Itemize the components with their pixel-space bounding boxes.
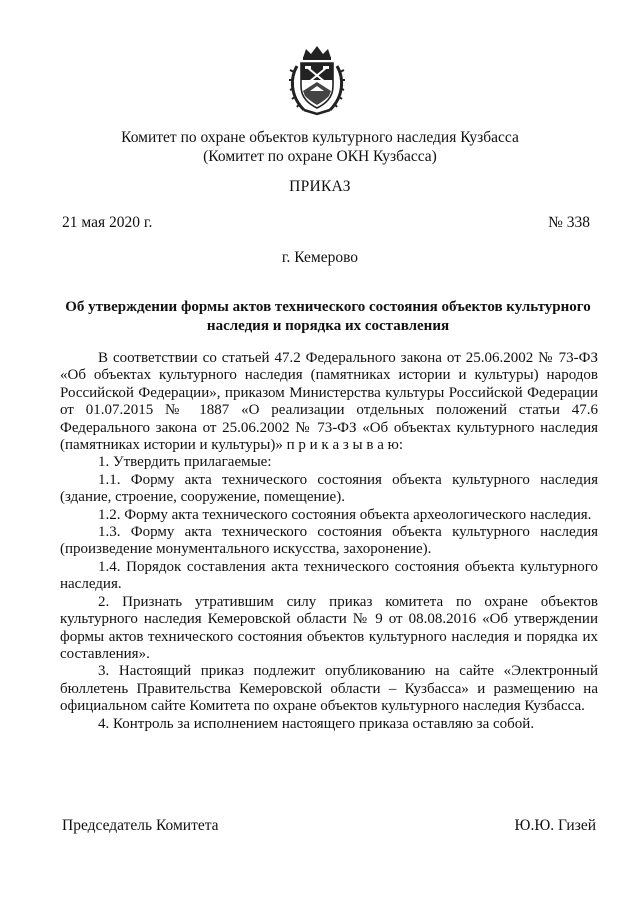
clause-1-3: 1.3. Форму акта технического состояния объекта культурного наследия (произведение монументального искусства, захоронение). (60, 524, 598, 558)
order-title-line1: Об утверждении формы актов технического состояния объектов культурного (65, 299, 591, 315)
clause-1-1: 1.1. Форму акта технического состояния объекта культурного наследия (здание, строение, сооружение, помещение). (60, 471, 598, 506)
order-title (58, 298, 598, 336)
clause-1: 1. Утвердить прилагаемые: (98, 454, 272, 471)
clause-2: 2. Признать утратившим силу приказ комитета по охране объектов культурного наследия Кемеровской области № 9 от 08.08.2016 «Об утверждении формы актов технического состояния объектов культурного наследия и порядка их составления». (60, 593, 598, 662)
clause-1-4: 1.4. Порядок составления акта технического состояния объекта культурного наследия. (60, 558, 598, 593)
order-title-line2: наследия и порядка их составления (206, 318, 450, 334)
clause-4: 4. Контроль за исполнением настоящего приказа оставляю за собой. (98, 715, 535, 732)
city: г. Кемерово (281, 249, 359, 266)
order-number: № 338 (548, 214, 590, 231)
organization-name-line1: Комитет по охране объектов культурного наследия Кузбасса (121, 129, 519, 146)
signer-title: Председатель Комитета (62, 817, 219, 834)
order-date: 21 мая 2020 г. (62, 214, 153, 231)
document-type: ПРИКАЗ (289, 178, 351, 195)
organization-name (0, 128, 640, 166)
clause-1-2: 1.2. Форму акта технического состояния объекта археологического наследия. (98, 506, 592, 523)
signer-name: Ю.Ю. Гизей (514, 817, 596, 834)
order-body (60, 350, 598, 733)
kuzbass-coat-of-arms-icon (284, 44, 350, 118)
clause-3: 3. Настоящий приказ подлежит опубликованию на сайте «Электронный бюллетень Правительства Кемеровской области – Кузбасса» и размещению на официальном сайте Комитета по охране объектов культурного наследия Кузбасса. (60, 663, 598, 715)
organization-name-line2: (Комитет по охране ОКН Кузбасса) (203, 148, 437, 165)
intro-paragraph: В соответствии со статьей 47.2 Федерального закона от 25.06.2002 № 73-ФЗ «Об объектах культурного наследия (памятниках истории и культуры) народов Российской Федерации», приказом Министерства культуры Российской Федерации от 01.07.2015 № 1887 «О реализации отдельных положений статьи 47.6 Федерального закона от 25.06.2002 № 73-ФЗ «Об объектах культурного наследия (памятниках истории и культуры)» п р и к а з ы в а ю: (60, 350, 598, 454)
